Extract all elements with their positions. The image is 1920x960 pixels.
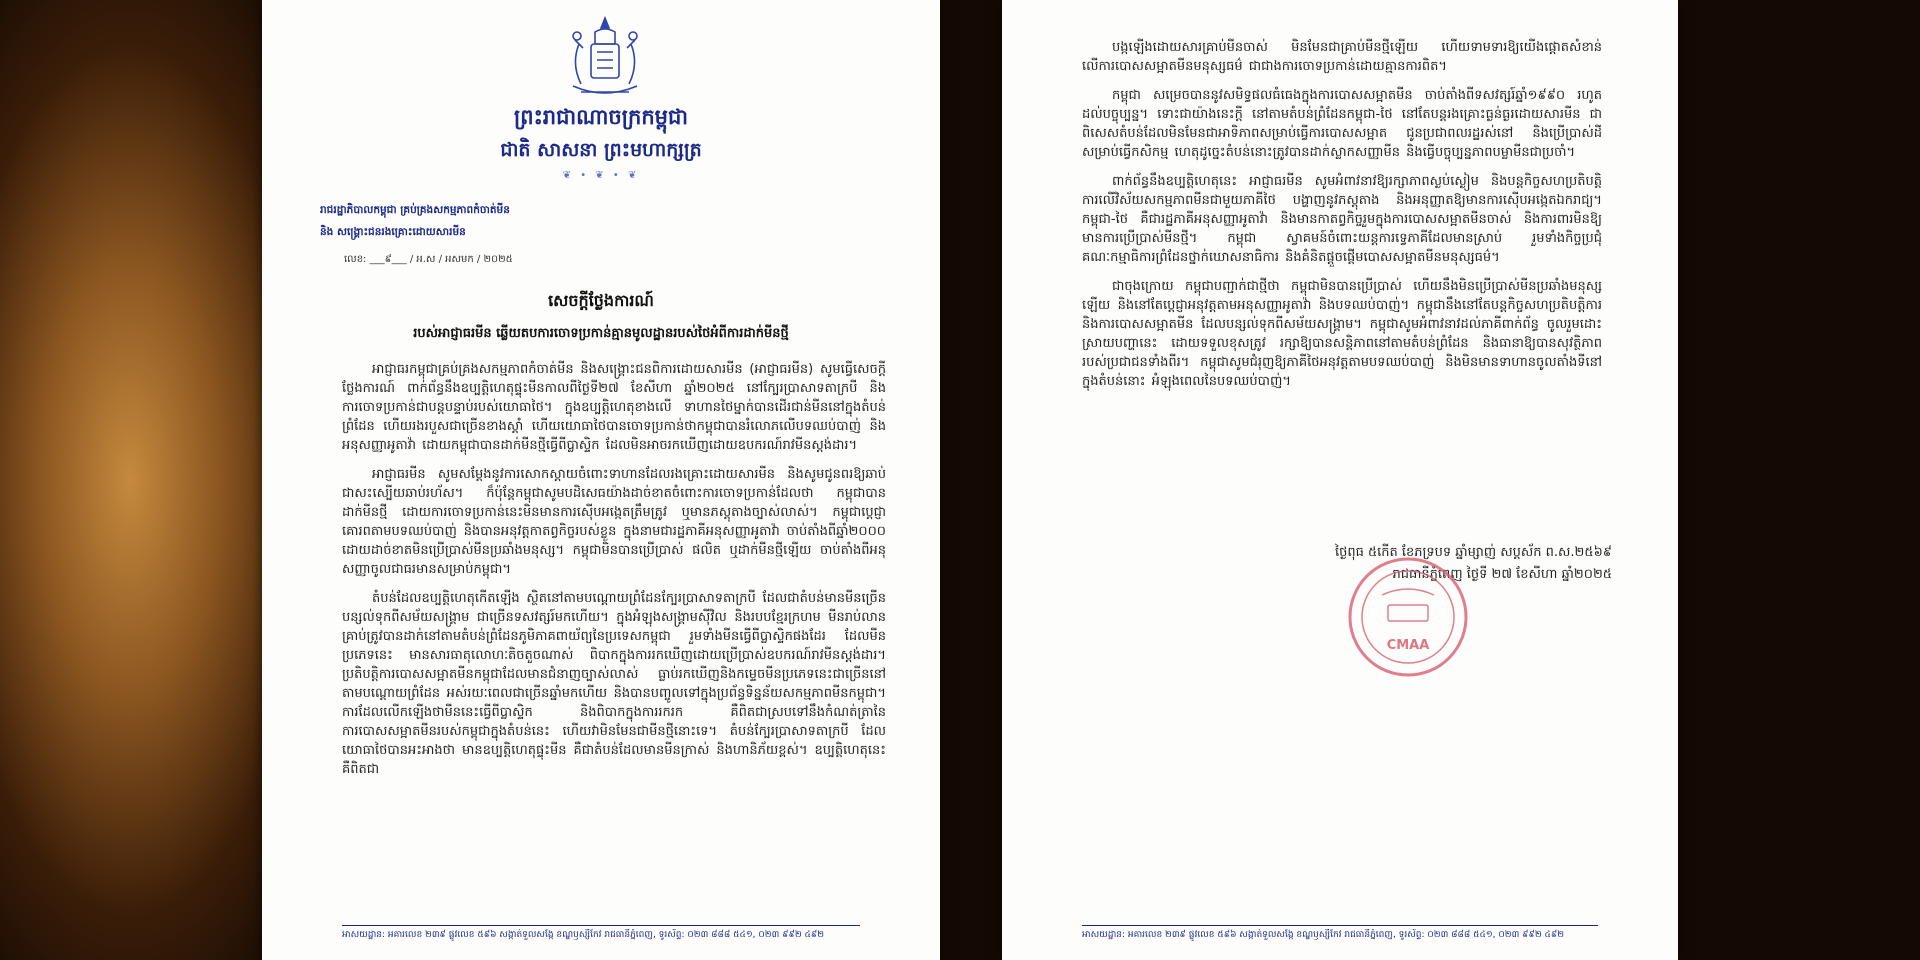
national-motto: ជាតិ សាសនា ព្រះមហាក្សត្រ — [500, 139, 702, 161]
sender-institution-line1: រាជរដ្ឋាភិបាលកម្ពុជា គ្រប់គ្រងសកម្មភាពកំចាត់មីន — [320, 204, 510, 216]
body-paragraph: អាជ្ញាធរមីន សូមសម្ដែងនូវការសោកស្ដាយចំពោះទាហានដែលរងគ្រោះដោយសារមីន និងសូមជូនពរឱ្យឆាប់ជាសះស្បើយឆាប់រហ័ស។ ក៏ប៉ុន្តែកម្ពុជាសូមបដិសេធយ៉ាងដាច់ខាតចំពោះការចោទប្រកាន់ដែលថា កម្ពុជាបានដាក់មីនថ្មី ដោយការចោទប្រកាន់នេះមិនមានការស៊ើបអង្កេតត្រឹមត្រូវ ឬមានភស្តុតាងច្បាស់លាស់។ កម្ពុជាប្ដេជ្ញាគោរពតាមបទឈប់បាញ់ និងបានអនុវត្តកាតព្វកិច្ចរបស់ខ្លួន ក្នុងនាមជារដ្ឋភាគីអនុសញ្ញាអូតាវ៉ា ចាប់តាំងពីឆ្នាំ២០០០ ដោយដាច់ខាតមិនប្រើប្រាស់មីនប្រឆាំងមនុស្ស។ កម្ពុជាមិនបានប្រើប្រាស់ ផលិត ឬដាក់មីនថ្មីឡើយ ចាប់តាំងពីអនុសញ្ញាចូលជាធរមានសម្រាប់កម្ពុជា។ — [342, 467, 886, 577]
body-paragraph: ជាចុងក្រោយ កម្ពុជាបញ្ជាក់ជាថ្មីថា កម្ពុជាមិនបានប្រើប្រាស់ ហើយនឹងមិនប្រើប្រាស់មីនប្រឆាំងមនុស្សឡើយ និងនៅតែប្ដេជ្ញាអនុវត្តតាមអនុសញ្ញាអូតាវ៉ា និងបទឈប់បាញ់។ កម្ពុជានឹងនៅតែបន្តកិច្ចសហប្រតិបត្តិការ និងការបោសសម្អាតមីន ដែលបន្សល់ទុកពីសម័យសង្គ្រាម។ កម្ពុជាសូមអំពាវនាវដល់ភាគីពាក់ព័ន្ធ ចូលរួមដោះស្រាយបញ្ហានេះ ដោយទទួលខុសត្រូវ រក្សាឱ្យបានសន្តិភាពនៅតាមតំបន់ព្រំដែន និងធានាឱ្យបានសុវត្ថិភាពរបស់ប្រជាជនទាំងពីរ។ កម្ពុជាសូមជំរុញឱ្យភាគីថៃអនុវត្តតាមបទឈប់បាញ់ និងមិនមានទាហានចូលតាំងទីនៅក្នុងតំបន់នោះ អំឡុងពេលនៃបទឈប់បាញ់។ — [1082, 279, 1602, 389]
footer-address: អាសយដ្ឋាន: អគារលេខ ២៣៩ ផ្លូវលេខ ៥៩៦ សង្កាត់ទួលសង្កែ ខណ្ឌឫស្សីកែវ រាជធានីភ្នំពេញ, ទូរស័ព្ទ: ០២៣ ៨៨៨ ៥៤១, ០២៣ ៩៩២ ៤៩២ — [1082, 930, 1565, 940]
official-stamp-icon — [1346, 555, 1470, 679]
document-subtitle: របស់អាជ្ញាធរមីន ឆ្លើយតបការចោទប្រកាន់គ្មានមូលដ្ឋានរបស់ថៃអំពីការដាក់មីនថ្មី — [413, 326, 789, 341]
royal-coat-of-arms-icon — [557, 14, 653, 104]
footer-divider — [1082, 925, 1598, 926]
sender-institution-line2: និង សង្គ្រោះជនរងគ្រោះដោយសារមីន — [320, 226, 466, 238]
body-paragraph: តំបន់ដែលឧប្បត្តិហេតុកើតឡើង ស្ថិតនៅតាមបណ្ដោយព្រំដែនក្បែរប្រាសាទតាក្របី ដែលជាតំបន់មានមីនច្រើន បន្សល់ទុកពីសម័យសង្គ្រាម ជាច្រើនទសវត្សរ៍មកហើយ។ ក្នុងអំឡុងសង្គ្រាមស៊ីវិល និងរបបខ្មែរក្រហម មីនរាប់លានគ្រាប់ត្រូវបានដាក់នៅតាមតំបន់ព្រំដែនភូមិភាគពាយ័ព្យនៃប្រទេសកម្ពុជា រួមទាំងមីនធ្វើពីប្លាស្ទិកផងដែរ ដែលមីនប្រភេទនេះ មានសារធាតុលោហៈតិចតួចណាស់ ពិបាកក្នុងការរកឃើញដោយប្រើប្រាស់ឧបករណ៍រាវមីនស្តង់ដារ។ ប្រតិបត្តិការបោសសម្អាតមីនកម្ពុជាដែលមានជំនាញច្បាស់លាស់ ធ្លាប់រកឃើញនិងកម្ទេចមីនប្រភេទនេះជាច្រើននៅតាមបណ្ដោយព្រំដែន អស់រយៈពេលជាច្រើនឆ្នាំមកហើយ និងបានបញ្ចូលទៅក្នុងប្រព័ន្ធទិន្នន័យសកម្មភាពមីនកម្ពុជា។ ការដែលលើកឡើងថាមីននេះធ្វើពីប្លាស្ទិក និងពិបាកក្នុងការរករក គឺពិតជាស្របទៅនឹងកំណត់ត្រានៃការបោសសម្អាតមីនរបស់កម្ពុជាក្នុងតំបន់នេះ ហើយវាមិនមែនជាមីនថ្មីនោះទេ។ តំបន់ក្បែរប្រាសាទតាក្របី ដែលយោធាថៃបានអះអាងថា មានឧប្បត្តិហេតុផ្ទុះមីន គឺជាតំបន់ដែលមានមីនក្រាស់ និងហានិភ័យខ្ពស់។ ឧប្បត្តិហេតុនេះ គឺពិតជា — [342, 591, 886, 777]
body-paragraph: អាជ្ញាធរកម្ពុជាគ្រប់គ្រងសកម្មភាពកំចាត់មីន និងសង្គ្រោះជនពិការដោយសារមីន (អាជ្ញាធរមីន) សូមធ្វើសេចក្ដីថ្លែងការណ៍ ពាក់ព័ន្ធនឹងឧប្បត្តិហេតុផ្ទុះមីនកាលពីថ្ងៃទី២៧ ខែសីហា ឆ្នាំ២០២៥ នៅក្បែរប្រាសាទតាក្របី និងការចោទប្រកាន់ជាបន្តបន្ទាប់របស់យោធាថៃ។ ក្នុងឧប្បត្តិហេតុខាងលើ ទាហានថៃម្នាក់បានដើរជាន់មីននៅក្នុងតំបន់ព្រំដែន ហើយរងរបួសជាច្រើនខាងស្ដាំ ហើយយោធាថៃបានចោទប្រកាន់ថាកម្ពុជាបានរំលោភលើបទឈប់បាញ់ និងអនុសញ្ញាអូតាវ៉ា ដោយកម្ពុជាបានដាក់មីនថ្មីធ្វើពីប្លាស្ទិក ដែលមិនអាចរកឃើញដោយឧបករណ៍រាវមីនស្តង់ដារ។ — [342, 362, 886, 453]
body-paragraph: ពាក់ព័ន្ធនឹងឧប្បត្តិហេតុនេះ អាជ្ញាធរមីន សូមអំពាវនាវឱ្យរក្សាភាពស្ងប់ស្ងៀម និងបន្តកិច្ចសហប្រតិបត្តិការលើវិស័យសកម្មភាពមីនជាមួយភាគីថៃ បង្ហាញនូវភស្តុតាង និងអនុញ្ញាតឱ្យមានការស៊ើបអង្កេតឯករាជ្យ។ កម្ពុជា-ថៃ គឺជារដ្ឋភាគីអនុសញ្ញាអូតាវ៉ា និងមានកាតព្វកិច្ចរួមក្នុងការបោសសម្អាតមីនចាស់ និងការពារមិនឱ្យមានការប្រើប្រាស់មីនថ្មី។ កម្ពុជា ស្វាគមន៍ចំពោះយន្តការទ្វេភាគីដែលមានស្រាប់ រួមទាំងកិច្ចប្រជុំគណៈកម្មាធិការព្រំដែនថ្នាក់ឃោសនាធិការ និងគំនិតផ្តួចផ្តើមបោសសម្អាតមីនមនុស្សធម៌។ — [1082, 174, 1602, 265]
body-paragraph: បង្កឡើងដោយសារគ្រាប់មីនចាស់ មិនមែនជាគ្រាប់មីនថ្មីឡើយ ហើយទាមទារឱ្យយើងផ្ដោតសំខាន់លើការបោសសម្អាតមីនមនុស្សធម៌ ជាជាងការចោទប្រកាន់ដោយគ្មានការពិត។ — [1082, 40, 1602, 74]
date-lunar: ថ្ងៃពុធ ៥កើត ខែភទ្របទ ឆ្នាំម្សាញ់ សប្តស័ក ព.ស.២៥៦៩ — [1334, 545, 1612, 560]
footer-divider — [342, 925, 860, 926]
document-page-1 — [262, 0, 940, 960]
reference-number: លេខ: ___៩___ / អ.ស / អសមក / ២០២៥ — [344, 254, 513, 265]
decorative-divider: ❦ • ❦ • ❦ — [562, 170, 640, 181]
footer-address: អាសយដ្ឋាន: អគារលេខ ២៣៩ ផ្លូវលេខ ៥៩៦ សង្កាត់ទួលសង្កែ ខណ្ឌឫស្សីកែវ រាជធានីភ្នំពេញ, ទូរស័ព្ទ: ០២៣ ៨៨៨ ៥៤១, ០២៣ ៩៩២ ៤៩២ — [342, 930, 825, 940]
document-body — [342, 360, 886, 789]
document-body — [1082, 38, 1602, 401]
kingdom-heading: ព្រះរាជាណាចក្រកម្ពុជា — [513, 105, 688, 129]
document-title: សេចក្ដីថ្លែងការណ៍ — [548, 291, 654, 310]
date-solar: រាជធានីភ្នំពេញ ថ្ងៃទី ២៧ ខែសីហា ឆ្នាំ២០២៥ — [1392, 567, 1612, 582]
document-page-2 — [1002, 0, 1678, 960]
stamp-text: CMAA — [1386, 638, 1430, 653]
body-paragraph: កម្ពុជា សម្រេចបាននូវសមិទ្ធផលធំធេងក្នុងការបោសសម្អាតមីន ចាប់តាំងពីទសវត្សរ៍ឆ្នាំ១៩៩០ រហូតដល់បច្ចុប្បន្ន។ ទោះជាយ៉ាងនេះក្ដី នៅតាមតំបន់ព្រំដែនកម្ពុជា-ថៃ នៅតែបន្តរងគ្រោះធ្ងន់ធ្ងរដោយសារមីន ជាពិសេសតំបន់ដែលមិនមែនជាអាទិភាពសម្រាប់ធ្វើការបោសសម្អាត ជូនប្រជាពលរដ្ឋរស់នៅ និងប្រើប្រាស់ដីសម្រាប់ធ្វើកសិកម្ម ហេតុដូច្នេះតំបន់នោះត្រូវបានដាក់ស្លាកសញ្ញាមីន និងធ្វើបច្ចុប្បន្នភាពបម្លាមីនជាប្រចាំ។ — [1082, 88, 1602, 160]
